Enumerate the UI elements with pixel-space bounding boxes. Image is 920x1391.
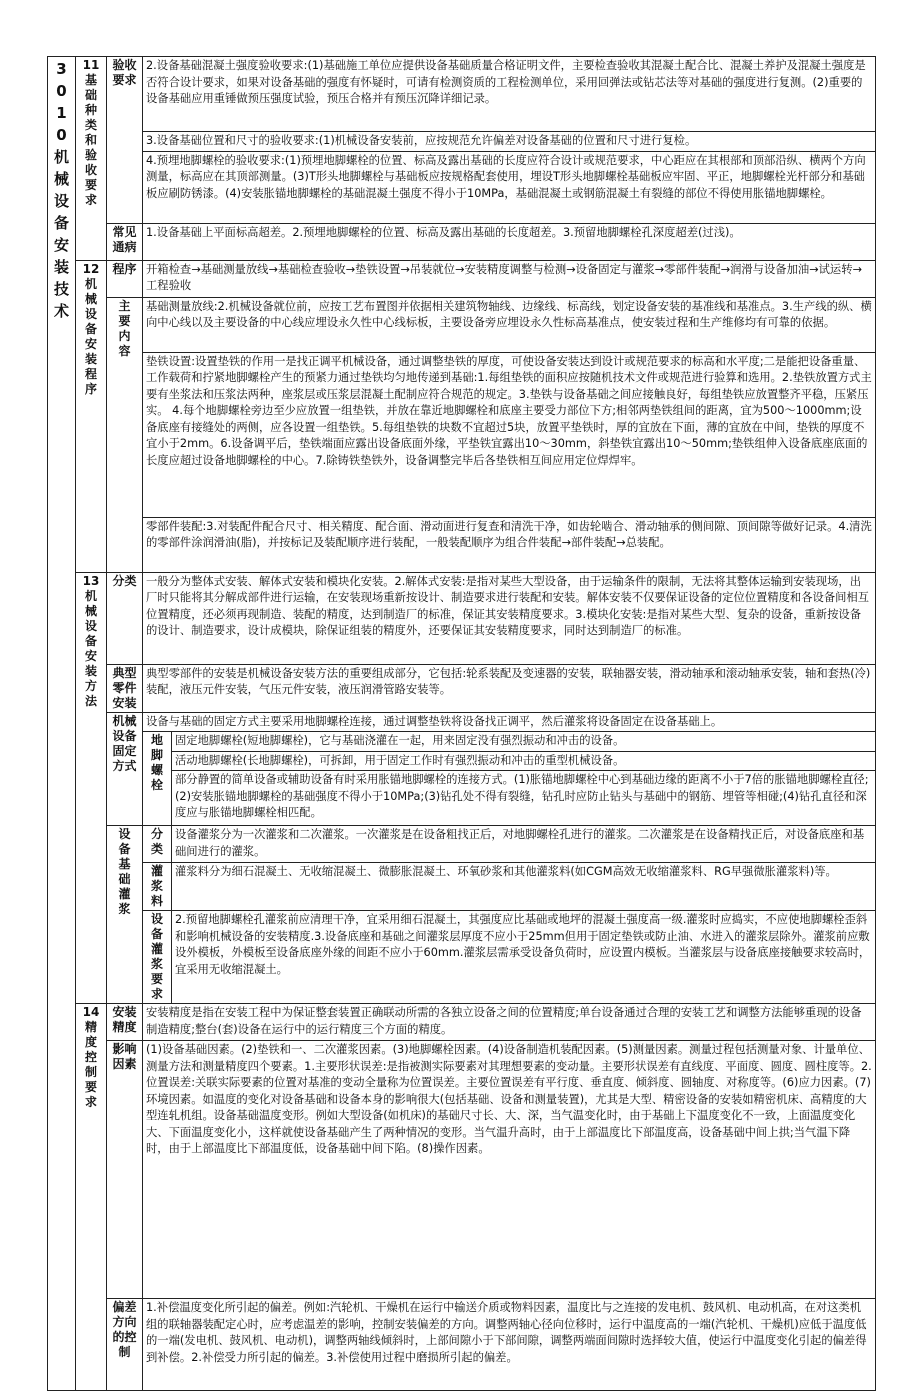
common-defects-text: 1.设备基础上平面标高超差。2.预埋地脚螺栓的位置、标高及露出基础的长度超差。3.预留地脚螺栓孔深度超差(过浅)。 [143, 223, 876, 260]
acceptance-item-3: 3.设备基础位置和尺寸的验收要求:(1)机械设备安装前，应按规范允许偏差对设备基础的位置和尺寸进行复检。 [143, 132, 876, 152]
section-14-title: 14 精 度 控 制 要 求 [76, 1004, 107, 1391]
fixing-intro-text: 设备与基础的固定方式主要采用地脚螺栓连接，通过调整垫铁将设备找正调平，然后灌浆将设备固定在设备基础上。 [143, 712, 876, 732]
grouting-req-label: 设备灌浆要求 [143, 911, 172, 1004]
grout-material-text: 灌浆料分为细石混凝土、无收缩混凝土、微膨胀混凝土、环氧砂浆和其他灌浆料(如CGM高效无收缩灌浆料、RG早强微胀灌浆料)等。 [172, 863, 876, 911]
classification-label: 分类 [107, 572, 143, 664]
influence-factors-text: (1)设备基础因素。(2)垫铁和一、二次灌浆因素。(3)地脚螺栓因素。(4)设备制造机装配因素。(5)测量因素。测量过程包括测量对象、计量单位、测量方法和测量精度四个要素。1.主要形状误差:是指被测实际要素对其理想要素的变动量。主要形状误差有直线度、平面度、圆度、圆柱度等。2.位置误差:关联实际要素的位置对基准的变动全量称为位置误差。主要位置误差有平行度、垂直度、倾斜度、圆轴度、对称度等。(6)应力因素。(7)环境因素。如温度的变化对设备基础和设备本身的影响很大(包括基础、设备和测量装置)，尤其是大型、精密设备的安装如精密机床、高精度的大型连轧机组。设备基础温度变形。例如大型设备(如机床)的基础尺寸长、大、深，当气温变化时，由于基础上下温度变化不一致，上面温度变化大、下面温度变化小，这样就使设备基础产生了两种情况的变形。当气温升高时，由于上部温度比下部温度高，设备基础中间上拱;当气温下降时，由于上部温度比下部温度低，设备基础中间下陷。(8)操作因素。 [143, 1041, 876, 1299]
section-12-title: 12 机 械 设 备 安 装 程 序 [76, 260, 107, 572]
anchor-bolt-label: 地 脚 螺 栓 [143, 732, 172, 826]
movable-anchor-text: 活动地脚螺栓(长地脚螺栓)，可拆卸，用于固定工作时有强烈振动和冲击的重型机械设备。 [172, 751, 876, 771]
construction-knowledge-table [47, 56, 876, 1391]
survey-layout-text: 基础测量放线:2.机械设备就位前，应按工艺布置图并依据相关建筑物轴线、边缘线、标高线，划定设备安装的基准线和基准点。3.生产线的纵、横向中心线以及主要设备的中心线应埋设永久性中心线标板，主要设备旁应埋设永久性标高基准点，使安装过程和生产维修均有可靠的依据。 [143, 297, 876, 352]
influence-factors-label: 影响因素 [107, 1041, 143, 1299]
deviation-control-text: 1.补偿温度变化所引起的偏差。例如:汽轮机、干燥机在运行中输送介质或物料因素，温度比与之连接的发电机、鼓风机、电动机高，在对这类机组的联轴器装配定心时，应考虑温差的影响，控制安装偏差的方向。调整两轴心径向位移时，运行中温度高的一端(汽轮机、干燥机)应低于温度低的一端(发电机、鼓风机、电动机)，调整两轴线倾斜时，上部间隙小于下部间隙，调整两端面间隙时选择较大值，使运行中温度变化引起的偏差得到补偿。2.补偿受力所引起的偏差。3.补偿使用过程中磨损所引起的偏差。 [143, 1299, 876, 1391]
classification-text: 一般分为整体式安装、解体式安装和模块化安装。2.解体式安装:是指对某些大型设备，由于运输条件的限制，无法将其整体运输到安装现场，出厂时只能将其分解成部件进行运输，在安装现场重新按设计、制造要求进行装配和安装。解体安装不仅要保证设备的定位位置精度和各设备间相互位置精度，还必须再现制造、装配的精度，达到制造厂的标准，保证其安装精度要求。3.模块化安装:是指对某些大型、复杂的设备，重新按设备的设计、制造要求，设计成模块，除保证组装的精度外，还要保证其安装精度要求，同时达到制造厂的标准。 [143, 572, 876, 664]
typical-parts-text: 典型零部件的安装是机械设备安装方法的重要组成部分，它包括:轮系装配及变速器的安装，联轴器安装，滑动轴承和滚动轴承安装，轴和套热(冷)装配，液压元件安装，气压元件安装，液压润滑管路安装等。 [143, 664, 876, 712]
section-11-title: 11 基 础 种 类 和 验 收 要 求 [76, 57, 107, 261]
shim-setting-text: 垫铁设置:设置垫铁的作用一是找正调平机械设备，通过调整垫铁的厚度，可使设备安装达到设计或规范要求的标高和水平度;二是能把设备重量、工作载荷和拧紧地脚螺栓产生的预紧力通过垫铁均匀地传递到基础:1.每组垫铁的面积应按随机技术文件或规范进行验算和选用。2.垫铁放置方式主要有坐浆法和压浆法两种，座浆层或压浆层混凝土配制应符合规范的规定。3.垫铁与设备基础之间应接触良好，每组垫铁应放置整齐平稳，压紧压实。 4.每个地脚螺栓旁边至少应放置一组垫铁，并放在靠近地脚螺栓和底座主要受力部位下方;相邻两垫铁组间的距离，宜为500～1000mm;设备底座有接缝处的两侧，应各设置一组垫铁。5.每组垫铁的块数不宜超过5块，放置平垫铁时，厚的宜放在下面，薄的宜放在中间，垫铁的厚度不宜小于2mm。6.设备调平后，垫铁端面应露出设备底面外缘，平垫铁宜露出10～30mm，斜垫铁宜露出10～50mm;垫铁组伸入设备底座底面的长度应超过设备地脚螺栓的中心。7.除铸铁垫铁外，设备调整完毕后各垫铁相互间应用定位焊焊牢。 [143, 352, 876, 517]
grouting-label: 设 备 基 础 灌 浆 [107, 826, 143, 1004]
install-precision-text: 安装精度是指在安装工程中为保证整套装置正确联动所需的各独立设备之间的位置精度;单台设备通过合理的安装工艺和调整方法能够重现的设备制造精度;整台(套)设备在运行中的运行精度三个方面的精度。 [143, 1004, 876, 1041]
acceptance-item-4: 4.预埋地脚螺栓的验收要求:(1)预埋地脚螺栓的位置、标高及露出基础的长度应符合设计或规范要求，中心距应在其根部和顶部沿纵、横两个方向测量，标高应在其顶部测量。(3)T形头地脚螺栓与基础板应按规格配套使用，埋设T形头地脚螺栓基础板应牢固、平正，地脚螺栓光杆部分和基础板应刷防锈漆。(4)安装胀锚地脚螺栓的基础混凝土强度不得小于10MPa，基础混凝土或钢筋混凝土有裂缝的部位不得使用胀锚地脚螺栓。 [143, 151, 876, 223]
common-defects-label: 常见通病 [107, 223, 143, 260]
grouting-req-text: 2.预留地脚螺栓孔灌浆前应清理干净，宜采用细石混凝土，其强度应比基础或地坪的混凝土强度高一级.灌浆时应捣实，不应使地脚螺栓歪斜和影响机械设备的安装精度.3.设备底座和基础之间灌浆层厚度不应小于25mm但用于固定垫铁或防止油、水进入的灌浆层除外。灌浆前应敷设外模板，外模板至设备底座外缘的间距不应小于60mm.灌浆层需承受设备负荷时，应设置内模板。当灌浆层与设备底座接触要求较高时，宜采用无收缩混凝土。 [172, 911, 876, 1004]
fixing-method-label: 机械设备固定方式 [107, 712, 143, 826]
fixed-anchor-text: 固定地脚螺栓(短地脚螺栓)，它与基础浇灌在一起，用来固定没有强烈振动和冲击的设备。 [172, 732, 876, 752]
section-13-title: 13 机 械 设 备 安 装 方 法 [76, 572, 107, 1004]
grouting-class-text: 设备灌浆分为一次灌浆和二次灌浆。一次灌浆是在设备粗找正后，对地脚螺栓孔进行的灌浆。二次灌浆是在设备精找正后，对设备底座和基础间进行的灌浆。 [172, 826, 876, 863]
acceptance-label: 验收要求 [107, 57, 143, 224]
program-text: 开箱检查→基础测量放线→基础检查验收→垫铁设置→吊装就位→安装精度调整与检测→设备固定与灌浆→零部件装配→润滑与设备加油→试运转→工程验收 [143, 260, 876, 297]
part-assembly-text: 零部件装配:3.对装配件配合尺寸、相关精度、配合面、滑动面进行复查和清洗干净，如齿轮啮合、滑动轴承的侧间隙、顶间隙等做好记录。4.清洗的零部件涂润滑油(脂)，并按标记及装配顺序进行装配，一般装配顺序为组合件装配→部件装配→总装配。 [143, 517, 876, 572]
main-topic-cell: 3 0 1 0 机 械 设 备 安 装 技 术 [48, 57, 76, 1391]
main-content-label: 主 要 内 容 [107, 297, 143, 572]
program-label: 程序 [107, 260, 143, 297]
typical-parts-label: 典型零件安装 [107, 664, 143, 712]
grouting-class-label: 分类 [143, 826, 172, 863]
expansion-anchor-text: 部分静置的简单设备或辅助设备有时采用胀锚地脚螺栓的连接方式。(1)胀锚地脚螺栓中心到基础边缘的距离不小于7倍的胀锚地脚螺栓直径;(2)安装胀锚地脚螺栓的基础强度不得小于10MPa;(3)钻孔处不得有裂缝，钻孔时应防止钻头与基础中的钢筋、埋管等相碰;(4)钻孔直径和深度应与胀锚地脚螺栓相匹配。 [172, 771, 876, 826]
acceptance-item-2: 2.设备基础混凝土强度验收要求:(1)基础施工单位应提供设备基础质量合格证明文件，主要检查验收其混凝土配合比、混凝土养护及混凝土强度是否符合设计要求，如果对设备基础的强度有怀疑时，可请有检测资质的工程检测单位，采用回弹法或钻芯法等对基础的强度进行复测。(2)重要的设备基础应用重锤做预压强度试验，预压合格并有预压沉降详细记录。 [143, 57, 876, 132]
deviation-control-label: 偏差方向的控制 [107, 1299, 143, 1391]
grout-material-label: 灌浆料 [143, 863, 172, 911]
install-precision-label: 安装精度 [107, 1004, 143, 1041]
